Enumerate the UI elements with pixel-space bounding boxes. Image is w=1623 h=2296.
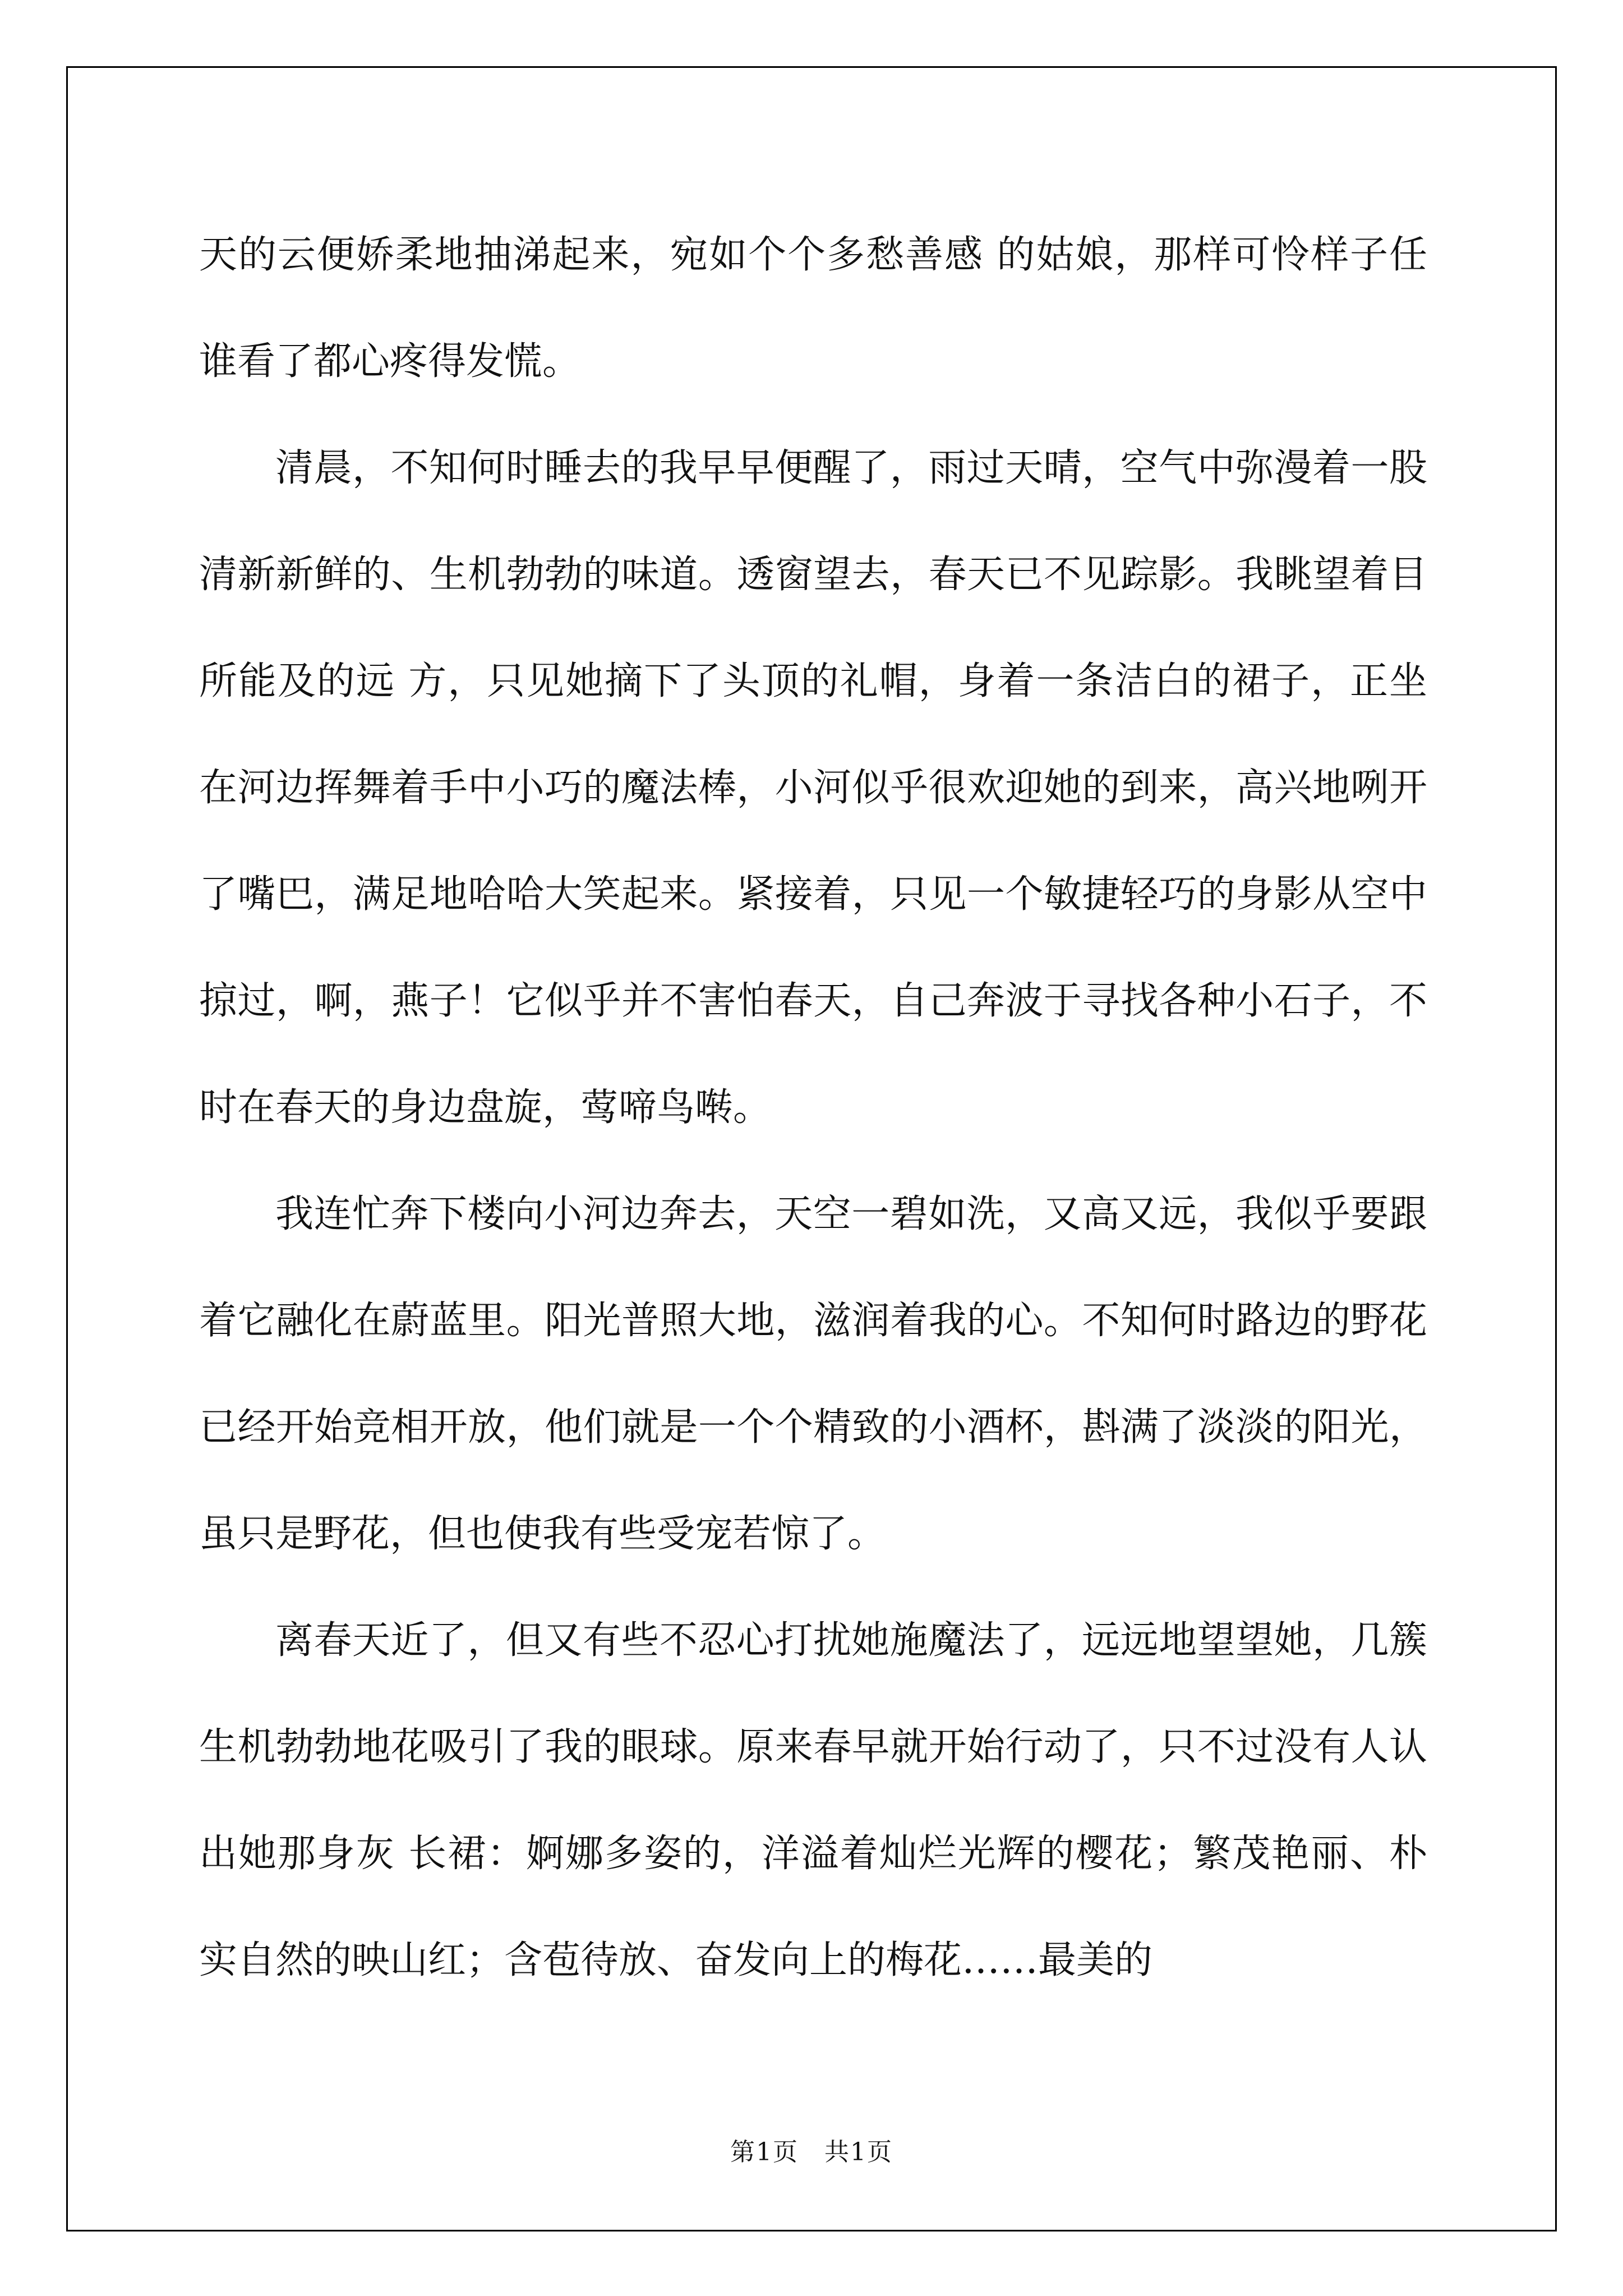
paragraph-4: 离春天近了，但又有些不忍心打扰她施魔法了，远远地望望她，几簇生机勃勃地花吸引了我的眼球。原来春早就开始行动了，只不过没有人认出她那身灰 长裙：婀娜多姿的，洋溢着灿烂光辉的樱花；繁茂艳丽、朴实自然的映山红；含苞待放、奋发向上的梅花……最美的 [199, 1618, 1427, 1982]
paragraph-1: 天的云便娇柔地抽涕起来，宛如个个多愁善感 的姑娘，那样可怜样子任谁看了都心疼得发慌。 [199, 233, 1427, 384]
page-footer: 第1页 共1页 [730, 2138, 893, 2166]
paragraph-3: 我连忙奔下楼向小河边奔去，天空一碧如洗，又高又远，我似乎要跟着它融化在蔚蓝里。阳光普照大地，滋润着我的心。不知何时路边的野花已经开始竞相开放，他们就是一个个精致的小酒杯，斟满了淡淡的阳光，虽只是野花，但也使我有些受宠若惊了。 [199, 1192, 1427, 1556]
paragraph-2: 清晨，不知何时睡去的我早早便醒了，雨过天晴，空气中弥漫着一股清新新鲜的、生机勃勃的味道。透窗望去，春天已不见踪影。我眺望着目所能及的远 方，只见她摘下了头顶的礼帽，身着一条洁白的裙子，正坐在河边挥舞着手中小巧的魔法棒，小河似乎很欢迎她的到来，高兴地咧开了嘴巴，满足地哈哈大笑起来。紧接着，只见一个敏捷轻巧的身影从空中掠过，啊，燕子！它似乎并不害怕春天，自己奔波于寻找各种小石子，不时在春天的身边盘旋，莺啼鸟啭。 [199, 446, 1427, 1130]
document-body [199, 202, 1427, 2014]
